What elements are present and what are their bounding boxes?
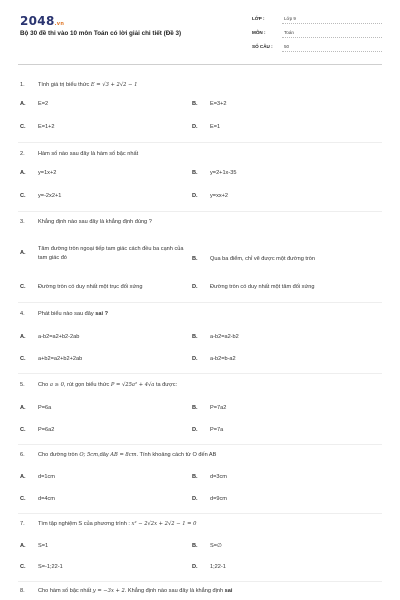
math-expression: y = −3x + 2 (92, 588, 125, 594)
option-text: d=3cm (210, 474, 227, 480)
option-letter: B. (192, 101, 198, 107)
meta-class-value: Lớp 9 (284, 16, 296, 21)
option-letter: D. (192, 496, 198, 502)
meta-class-line (282, 23, 382, 24)
option-text: E=1 (210, 124, 221, 130)
meta-count-value: 50 (284, 44, 290, 49)
option-letter: D. (192, 124, 198, 130)
question-text-part: Cho (38, 382, 50, 388)
site-logo[interactable] (20, 14, 64, 28)
question-text (38, 382, 177, 388)
option-text: y=-2x2+1 (38, 193, 62, 199)
option-letter: B. (192, 170, 198, 176)
math-expression: AB = 8cm (110, 452, 137, 458)
question-number: 7. (20, 521, 25, 527)
meta-count-line (282, 51, 382, 52)
option-text: a+b2=a2+b2+2ab (38, 356, 83, 362)
question-text (38, 82, 137, 88)
math-expression: a ≥ 0 (49, 382, 64, 388)
option-letter: A. (20, 405, 26, 411)
option-text: S=-1;22-1 (38, 564, 63, 570)
question-number: 3. (20, 219, 25, 225)
question-text-part: Cho đường tròn (38, 452, 80, 458)
question-text (38, 588, 232, 594)
meta-subject-label: MÔN : (252, 30, 266, 35)
option-text: d=4cm (38, 496, 55, 502)
math-expression: x² − 2√2x + 2√2 − 1 = 0 (131, 521, 197, 527)
meta-class (252, 16, 382, 26)
option-letter: B. (192, 543, 198, 549)
question-text-emphasis: sai ? (95, 311, 108, 317)
meta-count-label: SỐ CÂU : (252, 44, 273, 49)
option-text: E=3+2 (210, 101, 227, 107)
meta-subject-line (282, 37, 382, 38)
option-text: Qua ba điểm, chỉ vẽ được một đường tròn (210, 256, 315, 262)
question-text: Hàm số nào sau đây là hàm số bậc nhất (38, 151, 139, 157)
question-text-part: Cho hàm số bậc nhất (38, 588, 93, 594)
option-letter: A. (20, 543, 26, 549)
option-letter: A. (20, 474, 26, 480)
option-letter: A. (20, 250, 26, 256)
option-letter: D. (192, 193, 198, 199)
option-letter: C. (20, 284, 26, 290)
option-letter: D. (192, 356, 198, 362)
option-letter: C. (20, 427, 26, 433)
option-text: y=2+1x-35 (210, 170, 237, 176)
option-text: P=6a (38, 405, 52, 411)
question-text-emphasis: sai (224, 588, 233, 594)
option-letter: A. (20, 101, 26, 107)
question-separator (18, 211, 382, 212)
question-separator (18, 302, 382, 303)
question-number: 6. (20, 452, 25, 458)
exam-header (0, 0, 400, 70)
exam-title: Bộ 30 đề thi vào 10 môn Toán có lời giải chi tiết (Đề 3) (20, 30, 182, 37)
question-text-part: Phát biểu nào sau đây (38, 311, 96, 317)
question-number: 2. (20, 151, 25, 157)
option-text: d=1cm (38, 474, 55, 480)
meta-subject-value: Toán (284, 30, 294, 35)
math-expression: E = √3 + 2√2 − 1 (90, 82, 138, 88)
question-separator (18, 373, 382, 374)
question-text (38, 452, 216, 458)
question-number: 8. (20, 588, 25, 594)
option-text: E=2 (38, 101, 49, 107)
option-text: a-b2=a2+b2-2ab (38, 334, 80, 340)
question-text-part: Tính giá trị biểu thức (38, 82, 91, 88)
option-letter: C. (20, 193, 26, 199)
question-number: 1. (20, 82, 25, 88)
option-letter: D. (192, 284, 198, 290)
option-letter: C. (20, 356, 26, 362)
logo-main: 2048 (20, 14, 55, 28)
option-text: y=1x+2 (38, 170, 57, 176)
question-number: 4. (20, 311, 25, 317)
question-separator (18, 513, 382, 514)
option-text: P=7a2 (210, 405, 227, 411)
logo-suffix: .vn (54, 21, 65, 27)
option-text: 1;22-1 (210, 564, 226, 570)
math-expression: O; 5cm (79, 452, 99, 458)
option-letter: C. (20, 564, 26, 570)
option-text: P=7a (210, 427, 224, 433)
option-text: a-b2=b-a2 (210, 356, 236, 362)
question-text-part: ta được: (154, 382, 178, 388)
option-text: S=1 (38, 543, 49, 549)
option-letter: A. (20, 334, 26, 340)
question-separator (18, 444, 382, 445)
option-text: a-b2=a2-b2 (210, 334, 239, 340)
math-expression: P = √25a² + 4√a (110, 382, 155, 388)
option-text: y=xx+2 (210, 193, 229, 199)
option-text: Tâm đường tròn ngoại tiếp tam giác cách đều ba cạnh của tam giác đó (38, 246, 184, 261)
option-letter: D. (192, 564, 198, 570)
meta-class-label: LỚP : (252, 16, 265, 21)
option-letter: B. (192, 474, 198, 480)
option-letter: B. (192, 405, 198, 411)
header-divider (18, 64, 382, 65)
question-text-part: . Tính khoảng cách từ O đến AB (136, 452, 217, 458)
question-text-part: Tìm tập nghiệm S của phương trình : (38, 521, 132, 527)
question-text (38, 521, 196, 527)
option-letter: D. (192, 427, 198, 433)
question-separator (18, 581, 382, 582)
meta-subject (252, 30, 382, 40)
question-separator (18, 142, 382, 143)
question-text-part: ,dây (98, 452, 111, 458)
meta-count (252, 44, 382, 54)
option-letter: C. (20, 496, 26, 502)
option-text: E=1+2 (38, 124, 55, 130)
question-text (38, 311, 108, 317)
question-text-part: . Khẳng định nào sau đây là khẳng định (124, 588, 225, 594)
option-letter: A. (20, 170, 26, 176)
option-text: S=∅ (210, 543, 222, 549)
option-letter: B. (192, 256, 198, 262)
question-text-part: , rút gọn biểu thức (63, 382, 111, 388)
question-text: Khẳng định nào sau đây là khẳng định đúng ? (38, 219, 152, 225)
option-text: P=6a2 (38, 427, 55, 433)
option-text: Đường tròn có duy nhất một trục đối xứng (38, 284, 143, 290)
question-number: 5. (20, 382, 25, 388)
option-letter: C. (20, 124, 26, 130)
option-letter: B. (192, 334, 198, 340)
option-text: Đường tròn có duy nhất một tâm đối xứng (210, 284, 315, 290)
option-text: d=9cm (210, 496, 227, 502)
